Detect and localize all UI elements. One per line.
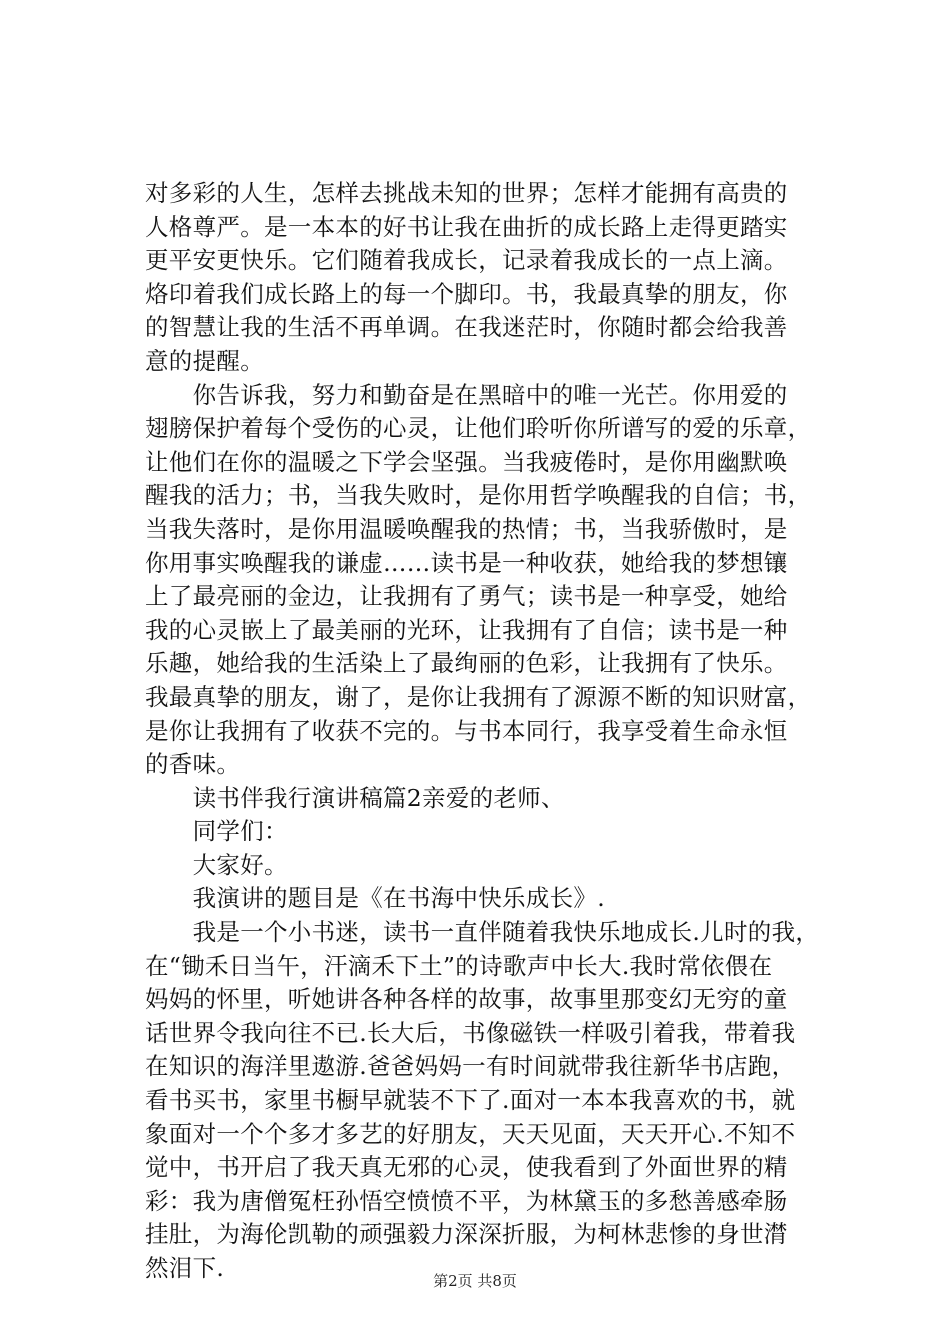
- page-footer: 第2页 共8页: [433, 1272, 517, 1290]
- text-line: 话世界令我向往不已.长大后，书像磁铁一样吸引着我，带着我: [145, 1018, 796, 1047]
- text-line: 是你让我拥有了收获不完的。与书本同行，我享受着生命永恒: [145, 716, 788, 745]
- text-line: 我演讲的题目是《在书海中快乐成长》.: [145, 884, 605, 913]
- text-line: 然泪下.: [145, 1254, 225, 1282]
- text-line: 的智慧让我的生活不再单调。在我迷茫时，你随时都会给我善: [145, 313, 788, 342]
- text-line: 我是一个小书迷，读书一直伴随着我快乐地成长.儿时的我，: [145, 918, 820, 947]
- text-line: 乐趣，她给我的生活染上了最绚丽的色彩，让我拥有了快乐。: [145, 649, 788, 678]
- text-line: 人格尊严。是一本本的好书让我在曲折的成长路上走得更踏实: [145, 212, 788, 241]
- text-line: 烙印着我们成长路上的每一个脚印。书，我最真挚的朋友，你: [145, 279, 788, 308]
- text-line: 的香味。: [145, 750, 241, 779]
- text-line: 同学们：: [145, 817, 288, 846]
- text-line: 妈妈的怀里，听她讲各种各样的故事，故事里那变幻无穷的童: [145, 985, 788, 1014]
- text-line: 彩：我为唐僧冤枉孙悟空愤愤不平，为林黛玉的多愁善感牵肠: [145, 1186, 788, 1215]
- text-line: 我的心灵嵌上了最美丽的光环，让我拥有了自信；读书是一种: [145, 615, 788, 644]
- text-line: 你用事实唤醒我的谦虚……读书是一种收获，她给我的梦想镶: [145, 548, 788, 577]
- text-line: 上了最亮丽的金边，让我拥有了勇气；读书是一种享受，她给: [145, 582, 788, 611]
- text-line: 更平安更快乐。它们随着我成长，记录着我成长的一点上滴。: [145, 246, 788, 275]
- text-line: 意的提醒。: [145, 346, 264, 375]
- text-line: 象面对一个个多才多艺的好朋友，天天见面，天天开心.不知不: [145, 1119, 796, 1148]
- text-line: 在“锄禾日当午，汗滴禾下土”的诗歌声中长大.我时常依偎在: [145, 951, 773, 980]
- text-line: 觉中，书开启了我天真无邪的心灵，使我看到了外面世界的精: [145, 1153, 788, 1182]
- text-line: 当我失落时，是你用温暖唤醒我的热情；书，当我骄傲时，是: [145, 514, 788, 543]
- text-line: 对多彩的人生，怎样去挑战未知的世界；怎样才能拥有高贵的: [145, 179, 788, 207]
- text-line: 翅膀保护着每个受伤的心灵，让他们聆听你所谱写的爱的乐章，: [145, 414, 812, 443]
- text-line: 醒我的活力；书，当我失败时，是你用哲学唤醒我的自信；书，: [145, 481, 812, 510]
- document-body: [145, 177, 825, 1286]
- text-line: 在知识的海洋里遨游.爸爸妈妈一有时间就带我往新华书店跑，: [145, 1052, 796, 1081]
- text-line: 让他们在你的温暖之下学会坚强。当我疲倦时，是你用幽默唤: [145, 447, 788, 476]
- text-line: 看书买书，家里书橱早就装不下了.面对一本本我喜欢的书，就: [145, 1086, 796, 1115]
- text-line: 大家好。: [145, 850, 288, 879]
- text-line: 我最真挚的朋友，谢了，是你让我拥有了源源不断的知识财富，: [145, 682, 812, 711]
- text-line: 读书伴我行演讲稿篇2亲爱的老师、: [145, 783, 565, 812]
- text-line: 你告诉我，努力和勤奋是在黑暗中的唯一光芒。你用爱的: [145, 380, 788, 409]
- text-line: 挂肚，为海伦凯勒的顽强毅力深深折服，为柯林悲惨的身世潸: [145, 1220, 788, 1249]
